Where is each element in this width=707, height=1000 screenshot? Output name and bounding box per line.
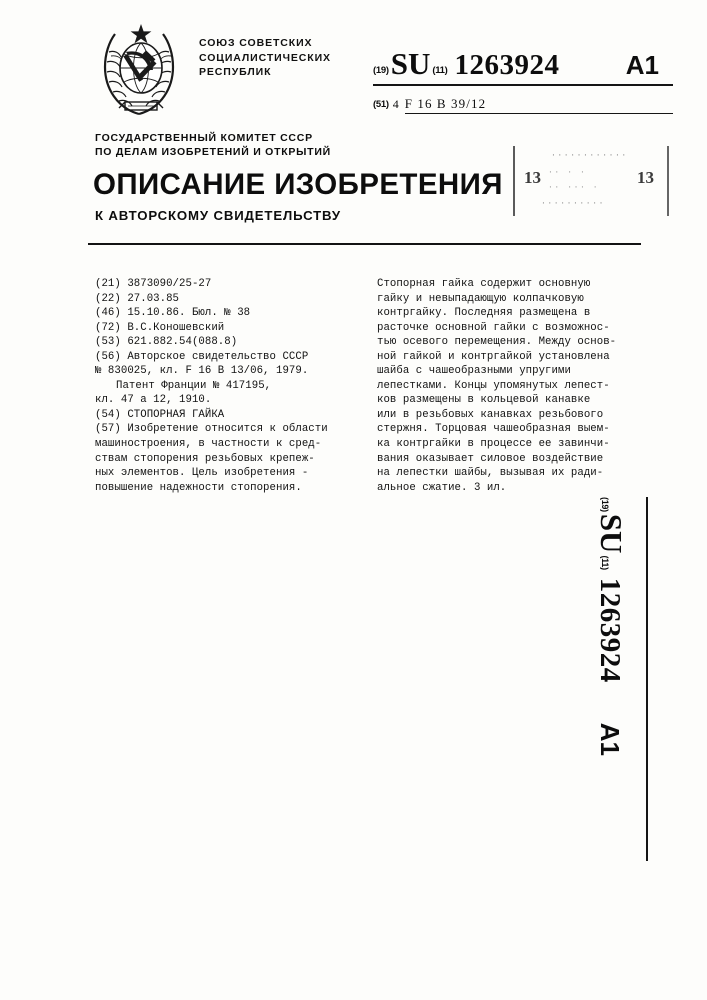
bibliographic-line: (72) В.С.Коношевский: [95, 321, 225, 334]
abstract-line: расточке основной гайки с возможнос-: [377, 321, 610, 334]
bibliographic-line: кл. 47 a 12, 1910.: [95, 394, 212, 407]
bibliographic-line: (46) 15.10.86. Бюл. № 38: [95, 307, 251, 320]
abstract-line: ной гайкой и контргайкой установлена: [377, 350, 610, 363]
abstract-line: гайку и невыпадающую колпачковую: [377, 292, 584, 305]
abstract-line: или в резьбовых канавках резьбового: [377, 408, 604, 421]
ipc-classification: [373, 96, 673, 114]
union-name-line-1: СОЮЗ СОВЕТСКИХ: [199, 37, 313, 49]
ipc-edition: 4: [392, 97, 399, 111]
stamp-faint-line-2: ·· · ·: [548, 168, 587, 177]
page-title: ОПИСАНИЕ ИЗОБРЕТЕНИЯ: [93, 168, 503, 201]
bibliographic-line: (57) Изобретение относится к области: [95, 423, 328, 436]
stamp-faint-line-1: ············: [551, 151, 628, 160]
abstract-line: Стопорная гайка содержит основную: [377, 278, 591, 290]
side-kind-code: A1: [595, 722, 625, 757]
bibliographic-line: Патент Франции № 417195,: [116, 379, 272, 392]
abstract-line: ков размещены в кольцевой канавке: [377, 394, 591, 407]
union-name-line-3: РЕСПУБЛИК: [199, 66, 272, 78]
ussr-coat-of-arms-icon: [95, 22, 187, 118]
side-inid-code-19: (19): [600, 497, 610, 512]
publication-identifier: [373, 48, 673, 86]
bibliographic-data-column: [95, 277, 357, 495]
side-inid-code-11: (11): [600, 555, 610, 570]
committee-line-1: ГОСУДАРСТВЕННЫЙ КОМИТЕТ СССР: [95, 132, 313, 144]
union-name-line-2: СОЦИАЛИСТИЧЕСКИХ: [199, 51, 331, 64]
abstract-line: контргайку. Последняя размещена в: [377, 307, 591, 320]
abstract-line: шайба с чашеобразными упругими: [377, 365, 571, 378]
ipc-code: F 16 B 39/12: [405, 96, 673, 114]
side-country-code: SU: [594, 513, 629, 554]
stamp-number-right: 13: [637, 168, 654, 187]
committee-line-2: ПО ДЕЛАМ ИЗОБРЕТЕНИЙ И ОТКРЫТИЙ: [95, 146, 331, 158]
abstract-line: вания оказывает силовое воздействие: [377, 452, 604, 465]
bibliographic-line: (53) 621.882.54(088.8): [95, 336, 238, 349]
abstract-column: [377, 277, 639, 495]
bibliographic-line: № 830025, кл. F 16 B 13/06, 1979.: [95, 365, 309, 378]
bibliographic-line: ствам стопорения резьбовых крепеж-: [95, 452, 315, 465]
stamp-faint-line-3: ·· ··· ·: [548, 183, 600, 192]
inid-code-11: (11): [432, 65, 448, 76]
country-code: SU: [390, 46, 431, 81]
abstract-line: тью осевого перемещения. Между основ-: [377, 336, 617, 349]
page-subtitle: К АВТОРСКОМУ СВИДЕТЕЛЬСТВУ: [95, 208, 341, 223]
abstract-line: альное сжатие. 3 ил.: [377, 481, 507, 494]
abstract-line: на лепестки шайбы, вызывая их ради-: [377, 467, 604, 480]
inid-code-19: (19): [373, 65, 389, 76]
abstract-line: ка контргайки в процессе ее завинчи-: [377, 438, 610, 451]
abstract-line: лепестками. Концы упомянутых лепест-: [377, 379, 610, 392]
union-name: [199, 36, 331, 80]
stamp-number-left: 13: [524, 168, 541, 187]
bibliographic-line: (21) 3873090/25-27: [95, 278, 212, 290]
bibliographic-line: (54) СТОПОРНАЯ ГАЙКА: [95, 408, 225, 421]
inid-code-51: (51): [373, 99, 389, 110]
stamp-faint-line-4: ··········: [541, 199, 606, 208]
kind-code: A1: [625, 50, 659, 80]
bibliographic-line: машиностроения, в частности к сред-: [95, 438, 322, 451]
archive-stamp: [513, 146, 669, 216]
bibliographic-line: ных элементов. Цель изобретения -: [95, 467, 309, 480]
bibliographic-line: (56) Авторское свидетельство СССР: [95, 350, 309, 363]
patent-number: 1263924: [454, 49, 560, 81]
header-divider: [88, 243, 641, 245]
masthead: [0, 0, 707, 245]
bibliographic-line: (22) 27.03.85: [95, 292, 180, 305]
side-marking: [594, 497, 707, 877]
state-committee: [95, 131, 331, 159]
bibliographic-line: повышение надежности стопорения.: [95, 481, 302, 494]
side-patent-number: 1263924: [594, 577, 626, 683]
abstract-line: стержня. Торцовая чашеобразная выем-: [377, 423, 610, 436]
